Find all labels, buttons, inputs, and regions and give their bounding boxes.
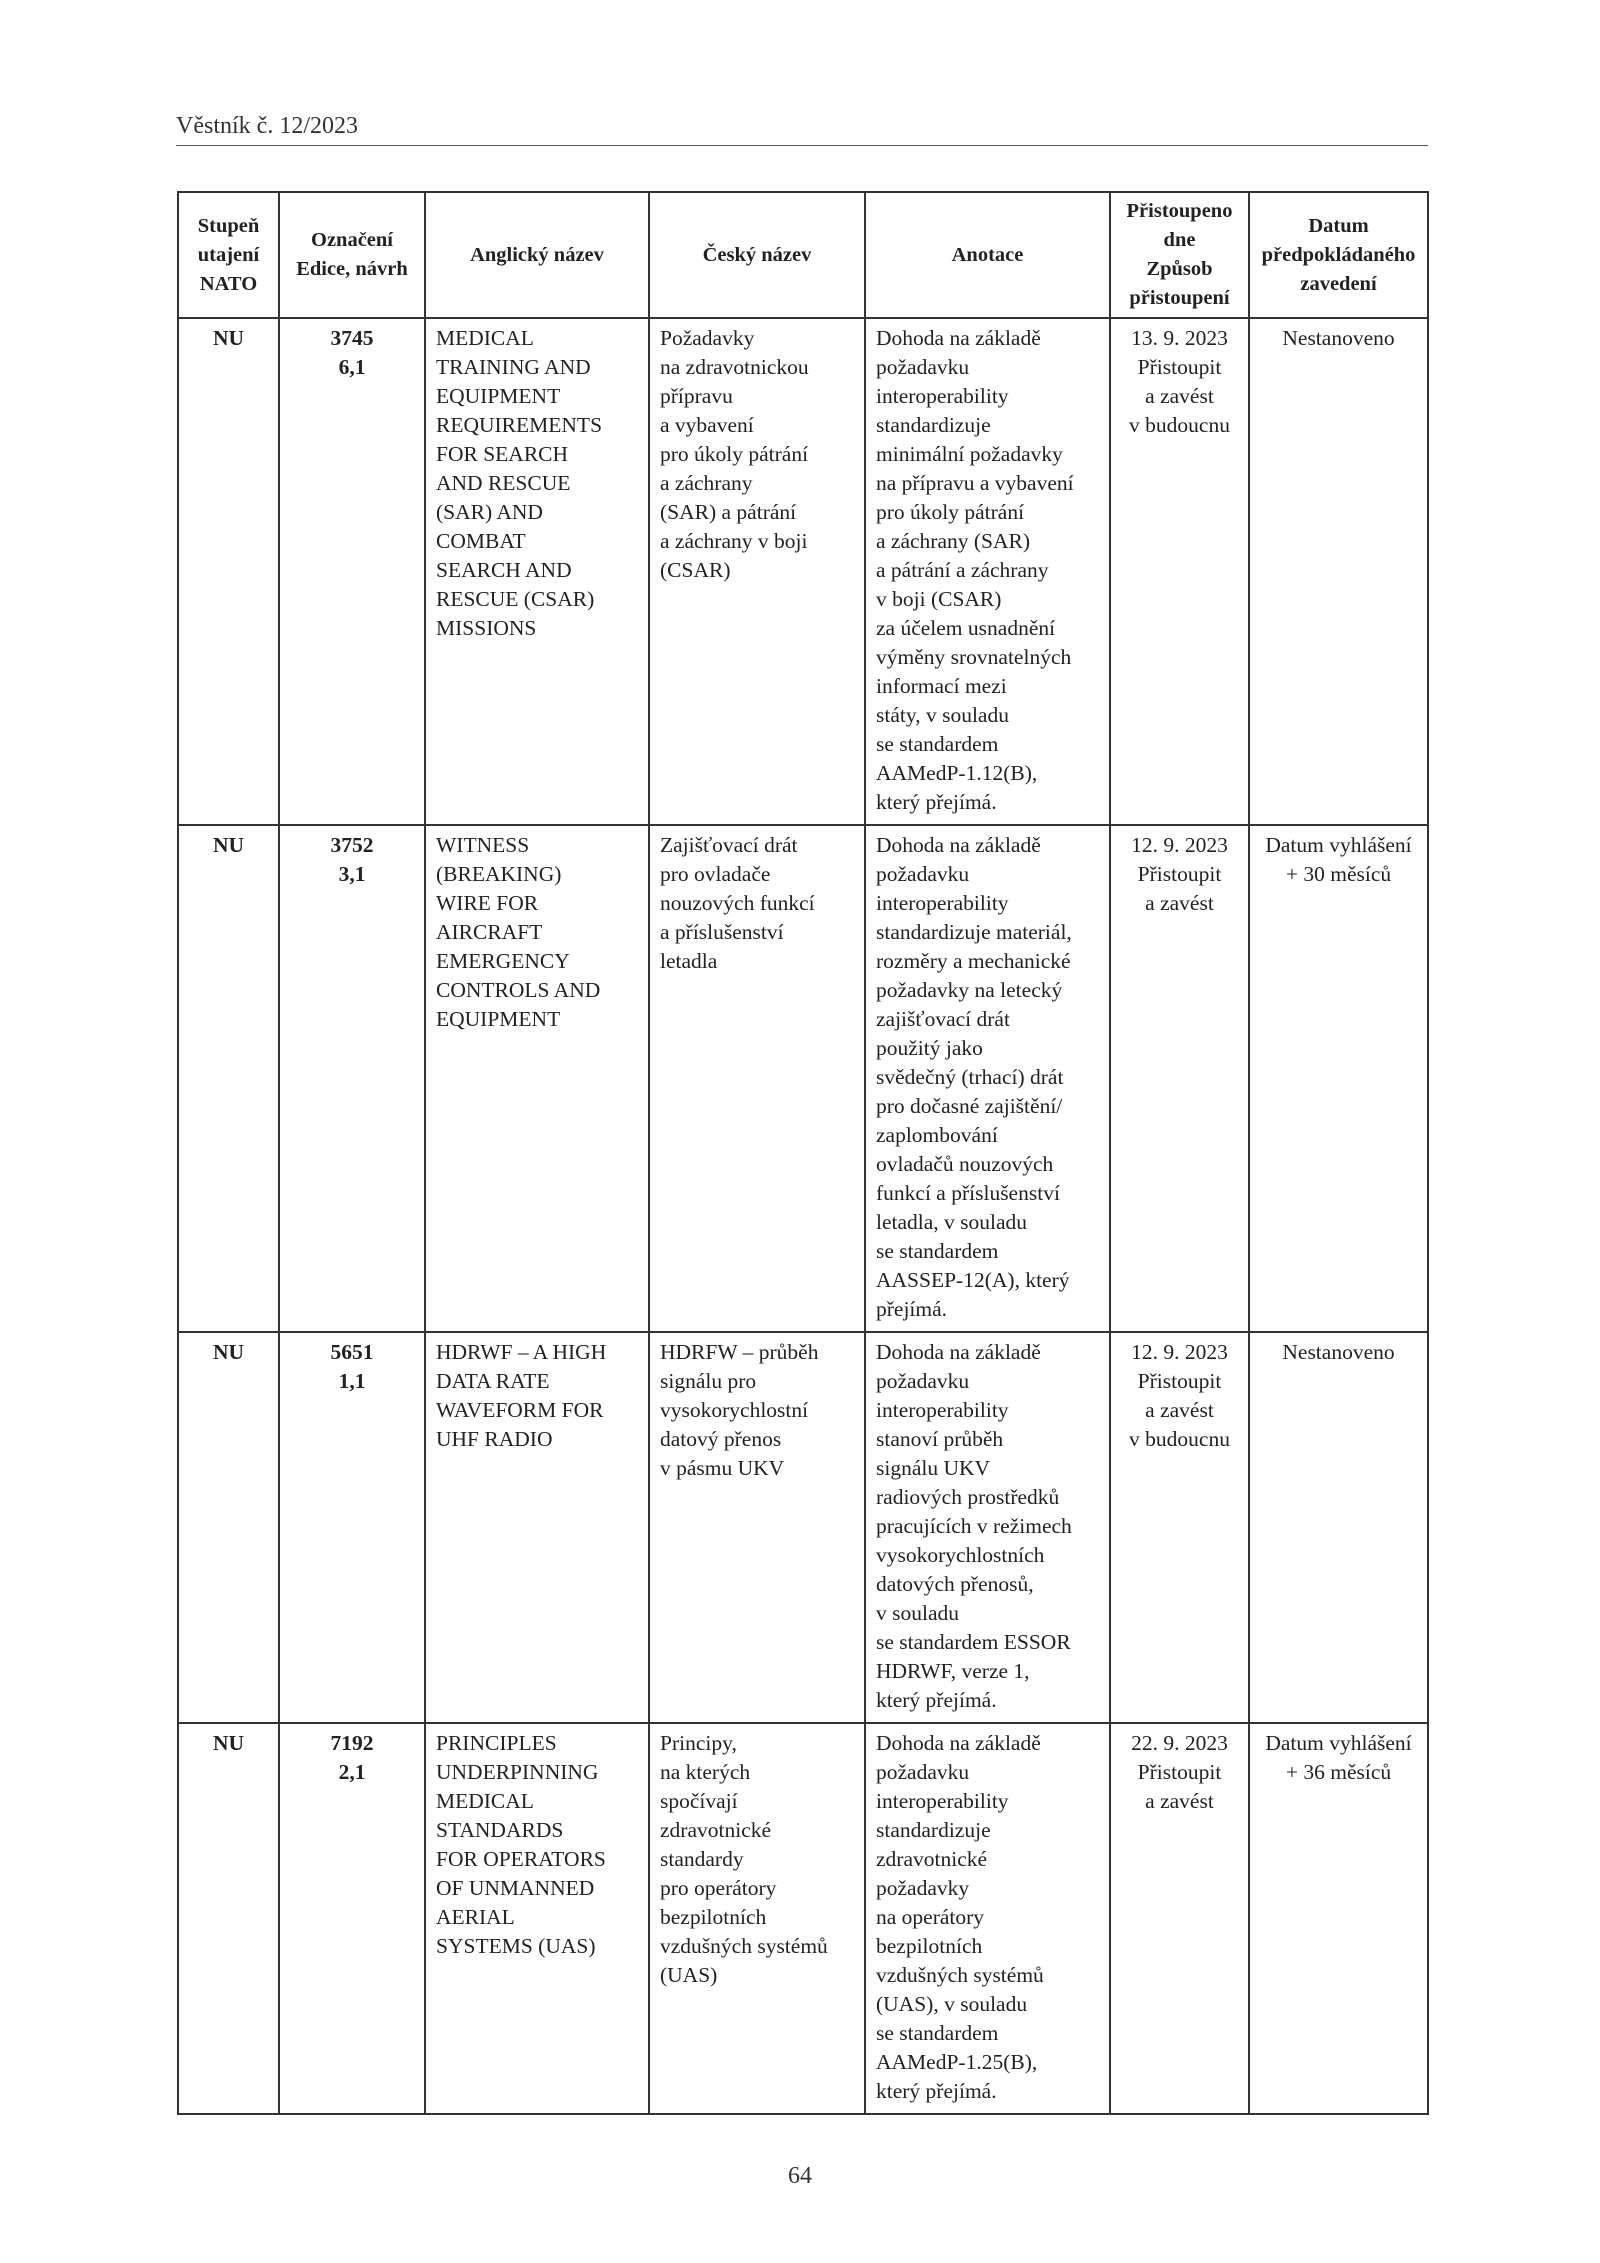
- table-row: [178, 1723, 1428, 2114]
- text-line: datových přenosů,: [876, 1572, 1034, 1596]
- text-line: EMERGENCY: [436, 949, 570, 973]
- text-line: HDRWF, verze 1,: [876, 1659, 1030, 1683]
- accession-cell: [1110, 1332, 1249, 1723]
- text-line: TRAINING AND: [436, 355, 591, 379]
- text-line: pro ovladače: [660, 862, 771, 886]
- designation-cell: [279, 1723, 425, 2114]
- text-line: MEDICAL: [436, 326, 534, 350]
- text-line: a pátrání a záchrany: [876, 558, 1049, 582]
- text-line: pro úkoly pátrání: [660, 442, 809, 466]
- text-line: se standardem: [876, 1239, 999, 1263]
- text-line: + 36 měsíců: [1285, 1760, 1392, 1784]
- edition-number: 6,1: [338, 355, 366, 379]
- text-line: přejímá.: [876, 1297, 948, 1321]
- edition-number: 1,1: [338, 1369, 366, 1393]
- header-classification: [178, 192, 279, 318]
- text-line: a zavést: [1145, 891, 1214, 915]
- text-line: (UAS), v souladu: [876, 1992, 1028, 2016]
- text-line: interoperability: [876, 1398, 1009, 1422]
- header-rule: [176, 145, 1428, 146]
- text-line: STANDARDS: [436, 1818, 564, 1842]
- standards-table: [177, 191, 1429, 2115]
- text-line: zavedení: [1300, 272, 1377, 295]
- text-line: Datum: [1308, 214, 1369, 237]
- text-line: Datum vyhlášení: [1265, 1731, 1412, 1755]
- text-line: FOR OPERATORS: [436, 1847, 606, 1871]
- classification-cell: NU: [178, 1723, 279, 2114]
- text-line: který přejímá.: [876, 2079, 997, 2103]
- text-line: HDRWF – A HIGH: [436, 1340, 607, 1364]
- text-line: WITNESS: [436, 833, 530, 857]
- text-line: AAMedP-1.12(B),: [876, 761, 1038, 785]
- text-line: standardy: [660, 1847, 744, 1871]
- text-line: Anglický název: [470, 243, 604, 266]
- page-number: 64: [788, 2163, 812, 2189]
- text-line: se standardem: [876, 732, 999, 756]
- english-title-cell: [425, 825, 649, 1332]
- text-line: minimální požadavky: [876, 442, 1063, 466]
- text-line: rozměry a mechanické: [876, 949, 1071, 973]
- text-line: použitý jako: [876, 1036, 983, 1060]
- text-line: Způsob: [1146, 258, 1213, 280]
- text-line: svědečný (trhací) drát: [876, 1065, 1064, 1089]
- text-line: UNDERPINNING: [436, 1760, 599, 1784]
- designation-cell: [279, 318, 425, 825]
- text-line: a zavést: [1145, 1398, 1214, 1422]
- text-line: státy, v souladu: [876, 703, 1009, 727]
- stanag-number: 7192: [330, 1731, 374, 1755]
- text-line: + 30 měsíců: [1285, 862, 1392, 886]
- text-line: na kterých: [660, 1760, 751, 1784]
- text-line: který přejímá.: [876, 1688, 997, 1712]
- annotation-cell: [865, 318, 1110, 825]
- introduction-date-cell: [1249, 1332, 1428, 1723]
- accession-cell: [1110, 825, 1249, 1332]
- text-line: požadavky: [876, 1876, 970, 1900]
- text-line: na přípravu a vybavení: [876, 471, 1074, 495]
- text-line: zaplombování: [876, 1123, 998, 1147]
- text-line: (UAS): [660, 1963, 718, 1987]
- czech-title-cell: [649, 825, 865, 1332]
- text-line: stanoví průběh: [876, 1427, 1004, 1451]
- text-line: DATA RATE: [436, 1369, 550, 1393]
- text-line: AIRCRAFT: [436, 920, 543, 944]
- text-line: ovladačů nouzových: [876, 1152, 1054, 1176]
- text-line: WIRE FOR: [436, 891, 539, 915]
- text-line: požadavky na letecký: [876, 978, 1063, 1002]
- text-line: v boji (CSAR): [876, 587, 1002, 611]
- english-title-cell: [425, 1723, 649, 2114]
- text-line: SEARCH AND: [436, 558, 572, 582]
- text-line: AASSEP-12(A), který: [876, 1268, 1070, 1292]
- text-line: letadla, v souladu: [876, 1210, 1028, 1234]
- text-line: (CSAR): [660, 558, 731, 582]
- stanag-number: 3745: [330, 326, 374, 350]
- introduction-date-cell: [1249, 825, 1428, 1332]
- text-line: OF UNMANNED: [436, 1876, 595, 1900]
- text-line: zdravotnické: [876, 1847, 988, 1871]
- text-line: Požadavky: [660, 326, 755, 350]
- classification-cell: NU: [178, 318, 279, 825]
- text-line: AAMedP-1.25(B),: [876, 2050, 1038, 2074]
- edition-number: 3,1: [338, 862, 366, 886]
- text-line: letadla: [660, 949, 718, 973]
- text-line: Stupeň: [197, 214, 260, 237]
- text-line: spočívají: [660, 1789, 738, 1813]
- text-line: výměny srovnatelných: [876, 645, 1072, 669]
- annotation-cell: [865, 1723, 1110, 2114]
- text-line: Přistoupit: [1137, 355, 1222, 379]
- text-line: v budoucnu: [1129, 1427, 1230, 1451]
- text-line: EQUIPMENT: [436, 1007, 561, 1031]
- text-line: v pásmu UKV: [660, 1456, 785, 1480]
- text-line: Principy,: [660, 1731, 737, 1755]
- text-line: REQUIREMENTS: [436, 413, 603, 437]
- text-line: NATO: [199, 272, 258, 295]
- text-line: funkcí a příslušenství: [876, 1181, 1060, 1205]
- text-line: radiových prostředků: [876, 1485, 1060, 1509]
- text-line: Přistoupit: [1137, 1760, 1222, 1784]
- text-line: se standardem: [876, 2021, 999, 2045]
- text-line: a příslušenství: [660, 920, 784, 944]
- classification-cell: NU: [178, 825, 279, 1332]
- text-line: Přistoupeno: [1126, 200, 1233, 222]
- text-line: dne: [1163, 229, 1196, 251]
- text-line: Anotace: [951, 243, 1024, 266]
- text-line: PRINCIPLES: [436, 1731, 557, 1755]
- text-line: SYSTEMS (UAS): [436, 1934, 596, 1958]
- designation-cell: [279, 825, 425, 1332]
- bulletin-header: Věstník č. 12/2023: [176, 113, 358, 139]
- text-line: a zavést: [1145, 1789, 1214, 1813]
- text-line: 13. 9. 2023: [1131, 326, 1228, 350]
- text-line: HDRFW – průběh: [660, 1340, 819, 1364]
- accession-cell: [1110, 1723, 1249, 2114]
- text-line: Nestanoveno: [1282, 326, 1395, 350]
- text-line: UHF RADIO: [436, 1427, 553, 1451]
- text-line: který přejímá.: [876, 790, 997, 814]
- text-line: zajišťovací drát: [876, 1007, 1010, 1031]
- introduction-date-cell: [1249, 318, 1428, 825]
- text-line: bezpilotních: [876, 1934, 983, 1958]
- table-body: [178, 318, 1428, 2114]
- text-line: 12. 9. 2023: [1131, 1340, 1228, 1364]
- text-line: pro úkoly pátrání: [876, 500, 1025, 524]
- text-line: interoperability: [876, 891, 1009, 915]
- czech-title-cell: [649, 1332, 865, 1723]
- czech-title-cell: [649, 1723, 865, 2114]
- text-line: Označení: [311, 229, 393, 251]
- text-line: v souladu: [876, 1601, 960, 1625]
- text-line: požadavku: [876, 862, 970, 886]
- table-row: [178, 318, 1428, 825]
- text-line: a vybavení: [660, 413, 754, 437]
- header-czech-title: [649, 192, 865, 318]
- header-english-title: [425, 192, 649, 318]
- text-line: Edice, návrh: [296, 258, 408, 280]
- text-line: nouzových funkcí: [660, 891, 815, 915]
- text-line: CONTROLS AND: [436, 978, 601, 1002]
- text-line: na zdravotnickou: [660, 355, 809, 379]
- text-line: Datum vyhlášení: [1265, 833, 1412, 857]
- text-line: vzdušných systémů: [660, 1934, 828, 1958]
- text-line: AND RESCUE: [436, 471, 571, 495]
- english-title-cell: [425, 318, 649, 825]
- header-annotation: [865, 192, 1110, 318]
- text-line: 22. 9. 2023: [1131, 1731, 1228, 1755]
- text-line: signálu UKV: [876, 1456, 991, 1480]
- text-line: FOR SEARCH: [436, 442, 569, 466]
- text-line: RESCUE (CSAR): [436, 587, 595, 611]
- accession-cell: [1110, 318, 1249, 825]
- text-line: požadavku: [876, 1369, 970, 1393]
- stanag-number: 3752: [330, 833, 374, 857]
- text-line: utajení: [197, 243, 260, 266]
- edition-number: 2,1: [338, 1760, 366, 1784]
- header-introduction-date: [1249, 192, 1428, 318]
- text-line: na operátory: [876, 1905, 985, 1929]
- text-line: zdravotnické: [660, 1818, 772, 1842]
- text-line: se standardem ESSOR: [876, 1630, 1071, 1654]
- table-row: [178, 1332, 1428, 1723]
- annotation-cell: [865, 1332, 1110, 1723]
- text-line: Nestanoveno: [1282, 1340, 1395, 1364]
- text-line: Přistoupit: [1137, 862, 1222, 886]
- table-header-row: [178, 192, 1428, 318]
- text-line: vzdušných systémů: [876, 1963, 1044, 1987]
- text-line: pracujících v režimech: [876, 1514, 1072, 1538]
- text-line: standardizuje: [876, 413, 991, 437]
- classification-cell: NU: [178, 1332, 279, 1723]
- text-line: 12. 9. 2023: [1131, 833, 1228, 857]
- text-line: MISSIONS: [436, 616, 537, 640]
- text-line: signálu pro: [660, 1369, 757, 1393]
- annotation-cell: [865, 825, 1110, 1332]
- text-line: datový přenos: [660, 1427, 782, 1451]
- text-line: EQUIPMENT: [436, 384, 561, 408]
- english-title-cell: [425, 1332, 649, 1723]
- text-line: vysokorychlostní: [660, 1398, 809, 1422]
- text-line: a záchrany (SAR): [876, 529, 1031, 553]
- text-line: předpokládaného: [1261, 243, 1416, 266]
- text-line: interoperability: [876, 384, 1009, 408]
- text-line: přistoupení: [1129, 287, 1230, 309]
- text-line: Dohoda na základě: [876, 833, 1041, 857]
- text-line: Dohoda na základě: [876, 1340, 1041, 1364]
- text-line: COMBAT: [436, 529, 526, 553]
- text-line: interoperability: [876, 1789, 1009, 1813]
- text-line: (SAR) AND: [436, 500, 543, 524]
- czech-title-cell: [649, 318, 865, 825]
- text-line: (BREAKING): [436, 862, 562, 886]
- text-line: pro operátory: [660, 1876, 777, 1900]
- header-accession: [1110, 192, 1249, 318]
- text-line: MEDICAL: [436, 1789, 534, 1813]
- stanag-number: 5651: [330, 1340, 374, 1364]
- text-line: a záchrany v boji: [660, 529, 808, 553]
- text-line: požadavku: [876, 355, 970, 379]
- text-line: za účelem usnadnění: [876, 616, 1056, 640]
- text-line: informací mezi: [876, 674, 1007, 698]
- text-line: (SAR) a pátrání: [660, 500, 797, 524]
- text-line: Přistoupit: [1137, 1369, 1222, 1393]
- text-line: v budoucnu: [1129, 413, 1230, 437]
- text-line: AERIAL: [436, 1905, 515, 1929]
- introduction-date-cell: [1249, 1723, 1428, 2114]
- text-line: standardizuje: [876, 1818, 991, 1842]
- text-line: přípravu: [660, 384, 733, 408]
- text-line: Zajišťovací drát: [660, 833, 798, 857]
- text-line: požadavku: [876, 1760, 970, 1784]
- text-line: Dohoda na základě: [876, 1731, 1041, 1755]
- text-line: pro dočasné zajištění/: [876, 1094, 1063, 1118]
- text-line: WAVEFORM FOR: [436, 1398, 604, 1422]
- header-designation: [279, 192, 425, 318]
- text-line: bezpilotních: [660, 1905, 767, 1929]
- text-line: standardizuje materiál,: [876, 920, 1072, 944]
- text-line: Český název: [702, 243, 812, 266]
- text-line: a záchrany: [660, 471, 753, 495]
- table-row: [178, 825, 1428, 1332]
- text-line: vysokorychlostních: [876, 1543, 1045, 1567]
- text-line: a zavést: [1145, 384, 1214, 408]
- designation-cell: [279, 1332, 425, 1723]
- text-line: Dohoda na základě: [876, 326, 1041, 350]
